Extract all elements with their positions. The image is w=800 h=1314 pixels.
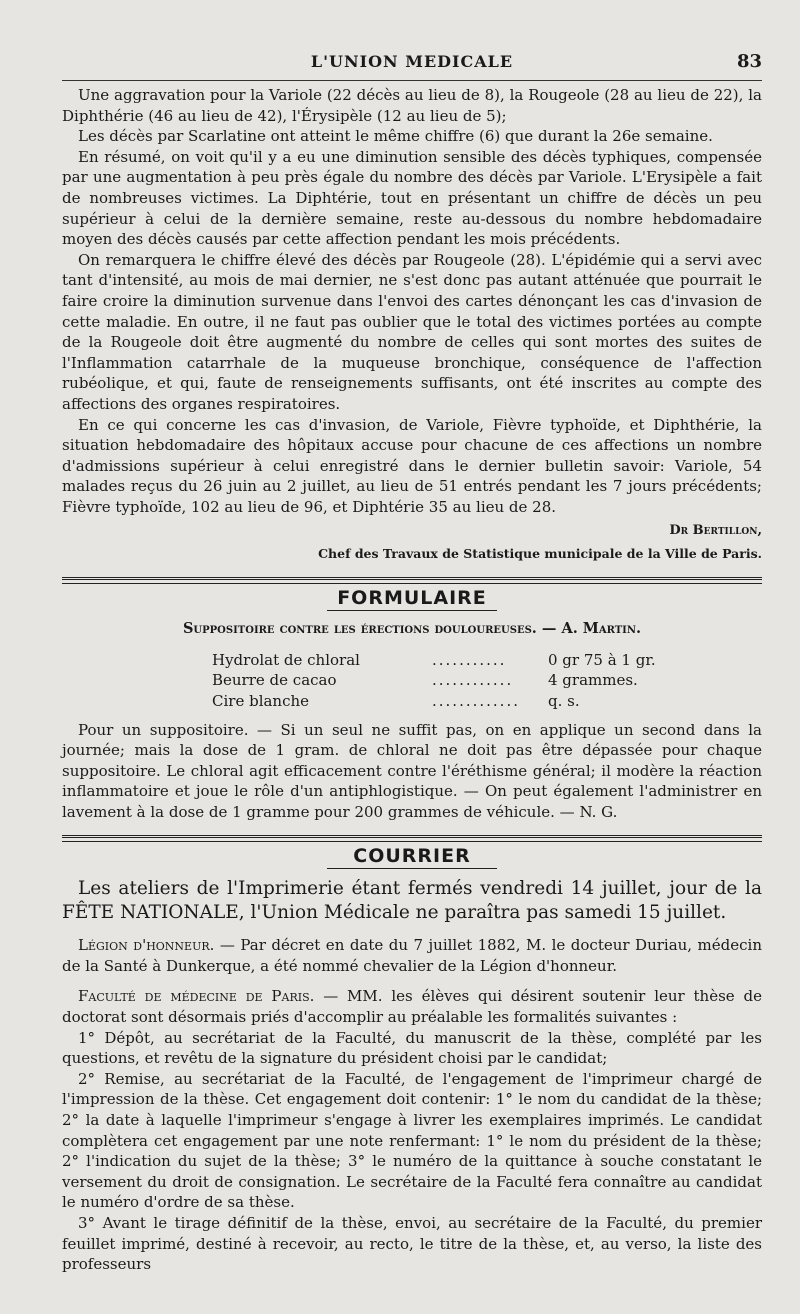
faculte-text: — MM. les élèves qui désirent soutenir leur thèse de doctorat sont désormais priés d'accomplir au préalable les formalités suivantes : — [62, 987, 762, 1026]
legion-text: — Par décret en date du 7 juillet 1882, M. le docteur Duriau, médecin de la Santé à Dunkerque, a été nommé chevalier de la Légion d'honneur. — [62, 936, 762, 975]
courrier-title: COURRIER — [353, 844, 471, 867]
spacer — [62, 976, 762, 986]
formality-item-2: 2° Remise, au secrétariat de la Faculté, de l'engagement de l'imprimeur chargé de l'impression de la thèse. Cet engagement doit contenir: 1° le nom du candidat de la thèse; 2° la date à laquelle l'imprimeur s'engage à livrer les exemplaires imprimés. Le candidat complètera cet engagement par une note renfermant: 1° le nom du président de la thèse; 2° l'indication du sujet de la thèse; 3° le numéro de la quittance à souche constatant le versement du droit de consignation. Le secrétaire de la Faculté fera connaître au candidat le numéro d'ordre de sa thèse. — [62, 1069, 762, 1212]
legion-paragraph — [62, 935, 762, 976]
running-head — [62, 48, 762, 80]
title-underline — [327, 610, 497, 611]
signature-name: Dr Bertillon, — [669, 523, 762, 539]
formality-item-1: 1° Dépôt, au secrétariat de la Faculté, du manuscrit de la thèse, complété par les questions, et revêtu de la signature du président choisi par le candidat; — [62, 1028, 762, 1068]
section-divider — [62, 835, 762, 842]
stats-paragraph-3: En résumé, on voit qu'il y a eu une diminution sensible des décès typhiques, compensée par une augmentation à peu près égale du nombre des décès par Variole. L'Erysipèle a fait de nombreuses victimes. La Diphtérie, tout en présentant un chiffre de décès un peu supérieur à celui de la dernière semaine, reste au-dessous du nombre hebdomadaire moyen des décès causés par cette affection pendant les mois précédents. — [62, 147, 762, 249]
signature-role: Chef des Travaux de Statistique municipale de la Ville de Paris. — [318, 546, 762, 562]
faculte-paragraph — [62, 986, 762, 1027]
holiday-notice: Les ateliers de l'Imprimerie étant fermés vendredi 14 juillet, jour de la FÊTE NATIONALE, l'Union Médicale ne paraîtra pas samedi 15 juillet. — [62, 878, 762, 924]
leader-dots: ............ — [432, 671, 514, 690]
recipe-row — [212, 670, 656, 691]
header-rule — [62, 80, 762, 81]
formula-heading — [62, 619, 762, 640]
page-number: 83 — [736, 51, 762, 72]
ingredient-name: Hydrolat de chloral — [212, 650, 360, 669]
stats-paragraph-5: En ce qui concerne les cas d'invasion, de Variole, Fièvre typhoïde, et Diphthérie, la situation hebdomadaire des hôpitaux accuse pour chacune de ces affections un nombre d'admissions supérieur à celui enregistré dans le dernier bulletin savoir: Variole, 54 malades reçus du 26 juin au 2 juillet, au lieu de 51 entrés pendant les 7 jours précédents; Fièvre typhoïde, 102 au lieu de 96, et Diphtérie 35 au lieu de 28. — [62, 415, 762, 516]
recipe-table — [212, 650, 656, 712]
formality-item-3: 3° Avant le tirage définitif de la thèse, envoi, au secrétaire de la Faculté, du premier feuillet imprimé, destiné à recevoir, au recto, le titre de la thèse, et, au verso, la liste des professeurs — [62, 1213, 762, 1274]
stats-paragraph-2: Les décès par Scarlatine ont atteint le même chiffre (6) que durant la 26e semaine. — [78, 127, 713, 146]
spacer — [62, 925, 762, 935]
faculte-lead: Faculté de médecine de Paris. — [78, 987, 315, 1006]
leader-dots: ........... — [432, 650, 507, 669]
journal-title: L'UNION MEDICALE — [310, 52, 514, 71]
signature — [62, 521, 762, 542]
ingredient-name: Beurre de cacao — [212, 671, 337, 690]
ingredient-quantity: q. s. — [548, 692, 580, 711]
formula-subtitle: Suppositoire contre les érections douloureuses. — A. Martin. — [182, 620, 642, 638]
recipe-row — [212, 650, 656, 671]
leader-dots: ............. — [432, 692, 520, 711]
ingredient-name: Cire blanche — [212, 692, 310, 711]
formulaire-title: FORMULAIRE — [337, 586, 487, 609]
section-divider — [62, 577, 762, 584]
ingredient-quantity: 0 gr 75 à 1 gr. — [548, 650, 656, 669]
formula-text: Pour un suppositoire. — Si un seul ne suffit pas, on en applique un second dans la journée; mais la dose de 1 gram. de chloral ne doit pas être dépassée pour chaque suppositoire. Le chloral agit efficacement contre l'éréthisme général; il modère la réaction inflammatoire et joue le rôle d'un antiphlogistique. — On peut également l'administrer en lavement à la dose de 1 gramme pour 200 grammes de véhicule. — N. G. — [62, 720, 762, 821]
legion-lead: Légion d'honneur. — [78, 936, 215, 955]
stats-paragraph-1: Une aggravation pour la Variole (22 décès au lieu de 8), la Rougeole (28 au lieu de 22), la Diphthérie (46 au lieu de 42), l'Érysipèle (12 au lieu de 5); — [62, 86, 762, 125]
recipe-row — [212, 691, 656, 712]
stats-paragraph-4: On remarquera le chiffre élevé des décès par Rougeole (28). L'épidémie qui a servi avec tant d'intensité, au mois de mai dernier, ne s'est donc pas autant atténuée que pourrait le faire croire la diminution survenue dans l'envoi des cartes dénonçant les cas d'invasion de cette maladie. En outre, il ne faut pas oublier que le total des victimes portées au compte de la Rougeole doit être augmenté du nombre de celles qui sont mortes des suites de l'Inflammation catarrhale de la muqueuse bronchique, conséquence de l'affection rubéolique, et qui, faute de renseignements suffisants, ont été inscrites au compte des affections des organes respiratoires. — [62, 250, 762, 413]
title-underline — [327, 868, 497, 869]
ingredient-quantity: 4 grammes. — [548, 671, 638, 690]
